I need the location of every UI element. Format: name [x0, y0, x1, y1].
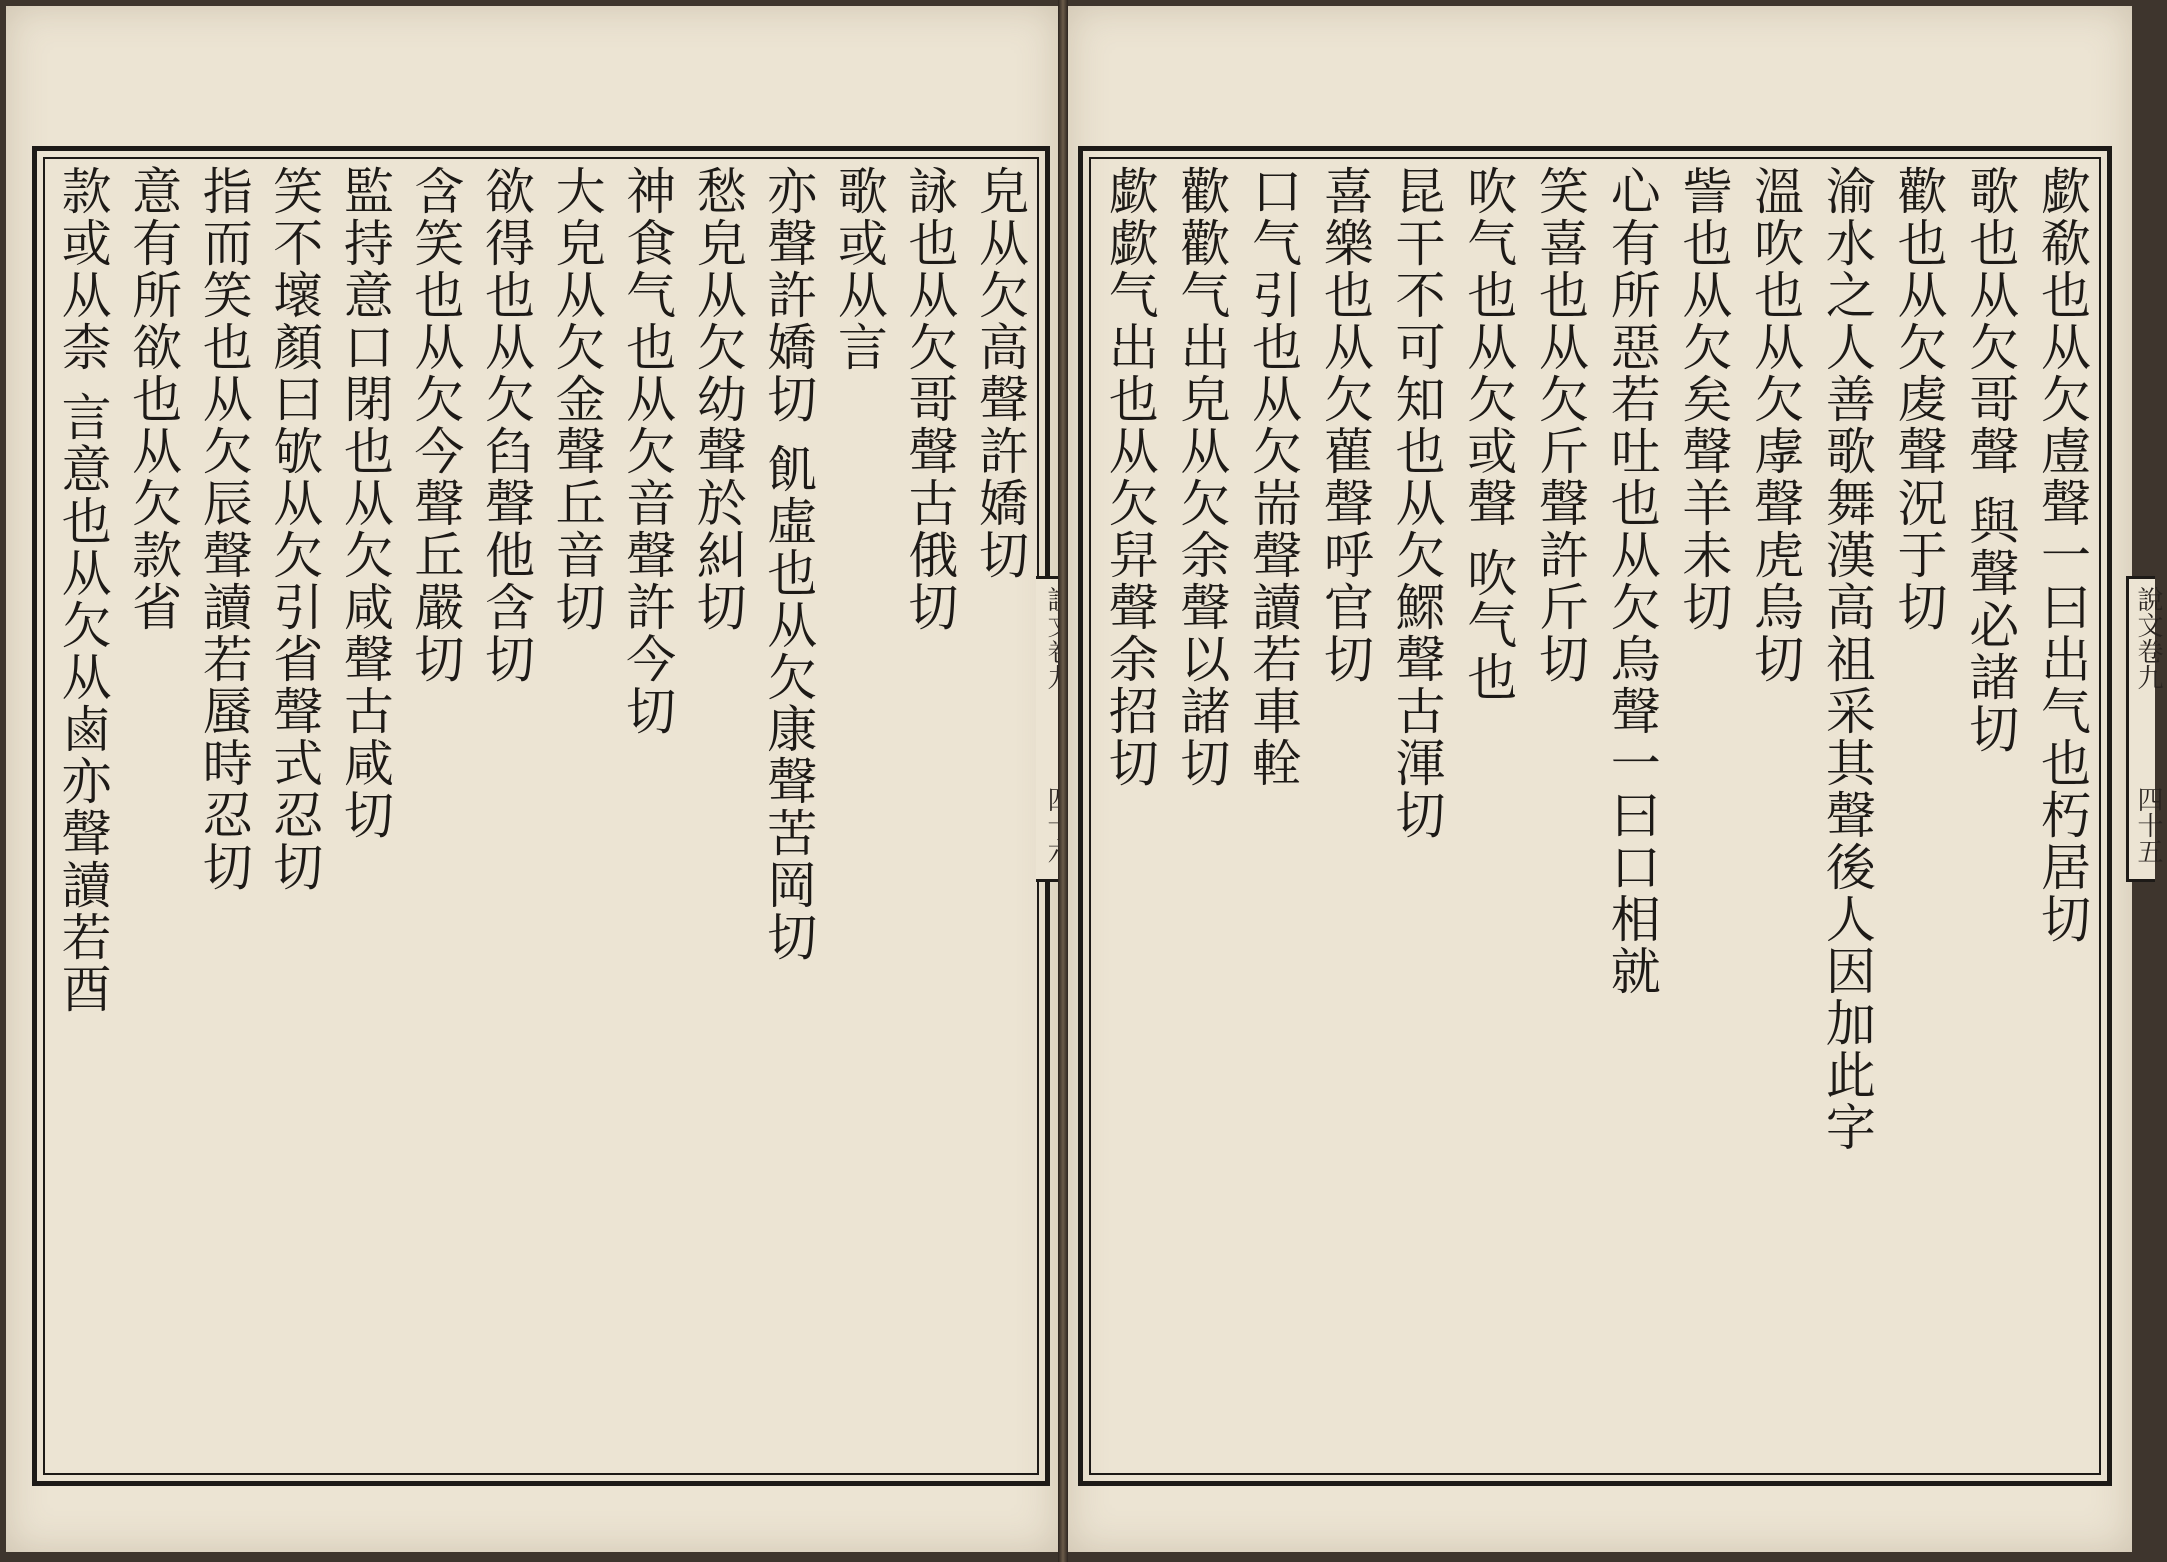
text-column: 皃从欠高聲許嬌切 — [970, 165, 1029, 581]
right-page-number: 四十五 — [2133, 786, 2163, 864]
text-column: 訾也从欠矣聲羊未切 — [1674, 165, 1733, 633]
text-column: 歡也从欠䖍聲況于切 — [1889, 165, 1948, 633]
text-column: 欲得也从欠臽聲他含切 — [476, 165, 535, 685]
text-column: 詠也从欠哥聲古俄切 — [900, 165, 959, 633]
text-column: 喜樂也从欠雚聲呼官切 — [1315, 165, 1374, 685]
text-column: 監持意口閉也从欠咸聲古咸切 — [335, 165, 394, 841]
left-text-frame — [32, 146, 1050, 1486]
text-column: 心有所惡若吐也从欠烏聲一曰口相就 — [1602, 165, 1661, 997]
text-column: 歔歔气出也从欠舁聲余招切 — [1100, 165, 1159, 789]
text-column: 含笑也从欠今聲丘嚴切 — [406, 165, 465, 685]
text-column: 歌或从言 — [829, 165, 888, 373]
text-column: 昆干不可知也从欠鰥聲古渾切 — [1387, 165, 1446, 841]
text-column: 渝水之人善歌舞漢高祖采其聲後人因加此字 — [1817, 165, 1876, 1153]
text-column: 吹气也从欠或聲 吹气也 — [1459, 165, 1518, 703]
left-page — [6, 6, 1058, 1552]
text-column: 款或从柰 言意也从欠从鹵亦聲讀若酉 — [53, 165, 112, 1015]
book-gutter — [1058, 0, 1068, 1562]
text-column: 笑喜也从欠斤聲許斤切 — [1530, 165, 1589, 685]
text-column: 口气引也从欠耑聲讀若車輇 — [1244, 165, 1303, 789]
text-column: 大皃从欠金聲丘音切 — [547, 165, 606, 633]
text-column: 亦聲許嬌切 飢虛也从欠康聲苦岡切 — [759, 165, 818, 963]
right-page-header: 說文卷九 — [2133, 586, 2163, 690]
text-column: 歔欷也从欠䖒聲一曰出气也朽居切 — [2032, 165, 2091, 945]
text-column: 指而笑也从欠辰聲讀若蜃時忍切 — [194, 165, 253, 893]
text-column: 溫吹也从欠虖聲虎烏切 — [1746, 165, 1805, 685]
text-column: 意有所欲也从欠款省 — [124, 165, 183, 633]
text-column: 歡歡气出皃从欠余聲以諸切 — [1172, 165, 1231, 789]
text-column: 歌也从欠哥聲 與聲必諸切 — [1961, 165, 2020, 755]
text-column: 神食气也从欠音聲許今切 — [618, 165, 677, 737]
right-page — [1068, 6, 2163, 1552]
text-column: 笑不壞顏曰欨从欠引省聲式忍切 — [265, 165, 324, 893]
text-column: 愁皃从欠幼聲於糾切 — [688, 165, 747, 633]
right-text-frame — [1078, 146, 2112, 1486]
